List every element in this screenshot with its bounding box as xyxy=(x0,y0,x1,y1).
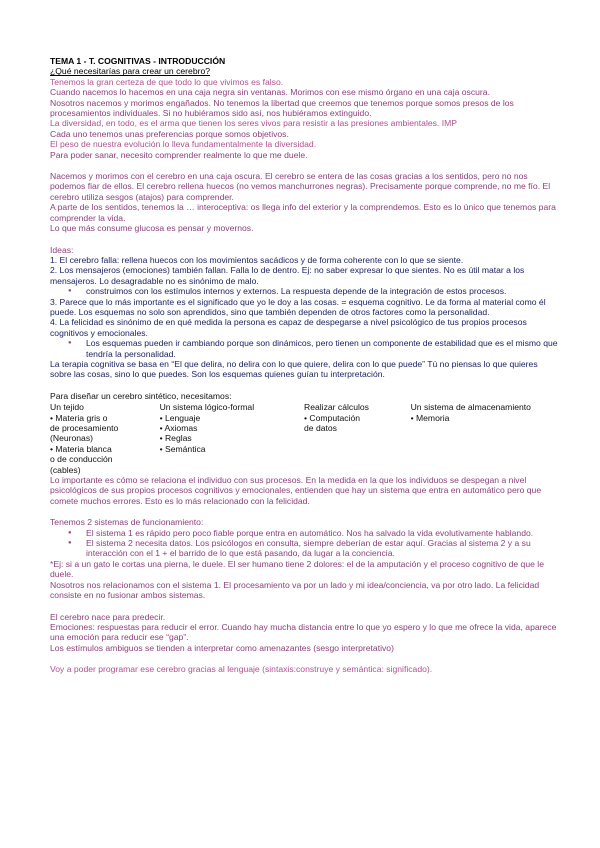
intro-line: Cuando nacemos lo hacemos en una caja negra sin ventanas. Morimos con ese mismo órgano en una caja oscura. xyxy=(50,87,490,98)
column-title: Un sistema lógico-formal xyxy=(159,402,255,413)
prediction-line: El cerebro nace para predecir. xyxy=(50,611,166,622)
column-line: • Semántica xyxy=(159,443,206,454)
intro-line: Tenemos la gran certeza de que todo lo que vivimos es falso. xyxy=(50,76,284,87)
prediction-line: Emociones: respuestas para reducir el error. Cuando hay mucha distancia entre lo que yo espero y lo que me ofrece la vida, aparece una emoción para reducir ese “gap”. xyxy=(50,621,557,643)
design-column-tissue xyxy=(50,402,160,475)
system-bullet: ● El sistema 2 necesita datos. Los psicólogos en consulta, siempre deberían de estar aquí. Gracias al sistema 2 y a su interacción con el 1 + el barrido de lo que está pasando, da lugar a la conciencia. xyxy=(86,538,560,559)
intro-section xyxy=(50,77,560,160)
column-line: • Reglas xyxy=(159,433,192,444)
senses-paragraph: A parte de los sentidos, tenemos la … interoceptiva: os llega info del exterior y la comprendemos. Esto es lo único que tenemos para comprender la vida. xyxy=(50,202,556,223)
document-subtitle: ¿Qué necesitarías para crear un cerebro? xyxy=(50,66,211,77)
systems-example: *Ej: si a un gato le cortas una pierna, le duele. El ser humano tiene 2 dolores: el de la amputación y el proceso cognitivo de que le duele. xyxy=(50,558,544,580)
column-title: Realizar cálculos xyxy=(304,402,369,413)
intro-line: La diversidad, en todo, es el arma que tienen los seres vivos para resistir a las presiones ambientales. IMP xyxy=(50,118,457,129)
design-heading: Para diseñar un cerebro sintético, necesitamos: xyxy=(50,390,232,401)
column-line: de datos xyxy=(304,423,337,433)
column-line: • Materia blanca xyxy=(50,443,112,454)
column-line: • Materia gris o xyxy=(50,412,108,423)
document-title: TEMA 1 - T. COGNITIVAS - INTRODUCCIÓN xyxy=(50,56,226,66)
column-line: • Computación xyxy=(304,412,361,423)
column-title: Un sistema de almacenamiento xyxy=(410,402,531,413)
design-column-calculation xyxy=(304,402,411,475)
design-closing: Lo importante es cómo se relaciona el individuo con sus procesos. En la medida en la que los individuos se despegan a nivel psicológicos de sus propios procesos cognitivos y emocionales, entienden que hay un sistema que entra en automático pero que comete muchos errores. Esto es lo más relacionado con la felicidad. xyxy=(50,475,542,506)
senses-paragraph: Lo que más consume glucosa es pensar y movernos. xyxy=(50,223,254,234)
column-line: • Lenguaje xyxy=(159,412,201,423)
intro-line: Nosotros nacemos y morimos engañados. No tenemos la libertad que creemos que tenemos porque somos presos de los procesamientos individuales. Si no hubiéramos sido así, nos hubiéramos extinguido. xyxy=(50,97,514,119)
senses-section xyxy=(50,171,560,233)
final-paragraph: Voy a poder programar ese cerebro gracias al lenguaje (sintaxis:construye y semántica: significado). xyxy=(50,664,433,675)
therapy-paragraph: La terapia cognitiva se basa en “El que delira, no delira con lo que quiere, delira con lo que puede” Tú no piensas lo que quieres sobre las cosas, sino lo que puedes. Son los esquemas quienes guían tu interpretación. xyxy=(50,358,538,380)
intro-line: Para poder sanar, necesito comprender realmente lo que me duele. xyxy=(50,149,308,160)
prediction-line: Los estímulos ambiguos se tienden a interpretar como amenazantes (sesgo interpretativo) xyxy=(50,642,394,653)
column-line: o de conducción xyxy=(50,454,113,465)
intro-line: Cada uno tenemos unas preferencias porque somos objetivos. xyxy=(50,128,289,139)
idea-bullet: ● construimos con los estímulos internos y externos. La respuesta depende de la integración de estos procesos. xyxy=(86,286,560,296)
systems-section xyxy=(50,517,560,600)
design-columns xyxy=(50,402,560,475)
intro-line: El peso de nuestra evolución lo lleva fundamentalmente la diversidad. xyxy=(50,139,317,150)
column-title: Un tejido xyxy=(50,402,84,413)
ideas-heading: Ideas: xyxy=(50,244,74,255)
ideas-section xyxy=(50,245,560,380)
systems-heading: Tenemos 2 sistemas de funcionamiento: xyxy=(50,517,204,528)
column-line: de procesamiento xyxy=(50,423,119,433)
design-section xyxy=(50,391,560,506)
system-bullet: ● El sistema 1 es rápido pero poco fiable porque entra en automático. Nos ha salvado la vida evolutivamente hablando. xyxy=(86,528,560,538)
column-line: (cables) xyxy=(50,464,81,475)
column-line: • Memoria xyxy=(410,412,450,423)
document-page xyxy=(50,56,560,675)
idea-item: 1. El cerebro falla: rellena huecos con los movimientos sacádicos y de forma coherente con lo que se siente. xyxy=(50,254,464,265)
idea-item: 3. Parece que lo más importante es el significado que yo le doy a las cosas. = esquema cognitivo. Le da forma al material como él puede. Los esquemas no solo son aprendidos, sino que también dependen de otros factores como la personalidad. xyxy=(50,296,546,317)
prediction-section xyxy=(50,612,560,654)
design-column-logic xyxy=(160,402,304,475)
idea-item: 2. Los mensajeros (emociones) también fallan. Falla lo de dentro. Ej: no saber expresar lo que sientes. No es útil matar a los mensajeros. Lo desagradable no es sinónimo de malo. xyxy=(50,265,525,286)
idea-bullet: ● Los esquemas pueden ir cambiando porque son dinámicos, pero tienen un componente de estabilidad que es el mismo que tendría la personalidad. xyxy=(86,338,560,359)
senses-paragraph: Nacemos y morimos con el cerebro en una caja oscura. El cerebro se entera de las cosas gracias a los sentidos, pero no nos podemos fiar de ellos. El cerebro rellena huecos (no vemos manchurrones negras). Precisamente porque comprende, no me fío. El cerebro utiliza sesgos (atajos) para comprender. xyxy=(50,171,551,202)
idea-item: 4. La felicidad es sinónimo de en qué medida la persona es capaz de despegarse a nivel psicológico de tus propios procesos cognitivos y emocionales. xyxy=(50,317,527,338)
column-line: • Axiomas xyxy=(159,423,198,433)
column-line: (Neuronas) xyxy=(50,433,93,444)
design-column-storage xyxy=(411,402,560,475)
systems-relation: Nosotros nos relacionamos con el sistema 1. El procesamiento va por un lado y mi idea/conciencia, va por otro lado. La felicidad consiste en no fusionar ambos sistemas. xyxy=(50,579,540,601)
